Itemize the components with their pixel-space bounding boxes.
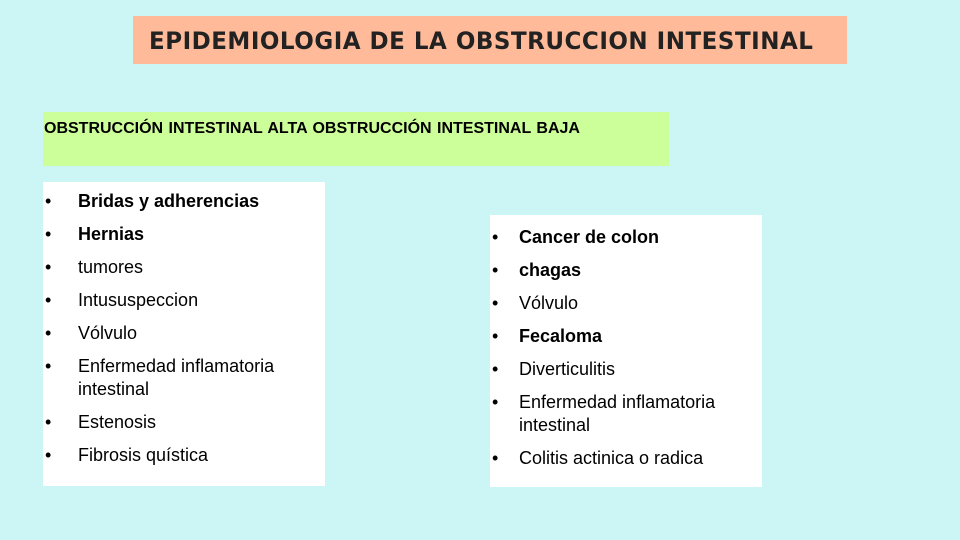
bullet-icon: • [45, 323, 52, 343]
bullet-icon: • [492, 293, 499, 313]
bullet-icon: • [45, 257, 52, 277]
list-item-text: Colitis actinica o radica [519, 448, 704, 468]
list-item-text: Vólvulo [519, 293, 579, 313]
lower-obstruction-list [490, 226, 762, 480]
list-item [43, 444, 325, 467]
list-item-text: Fecaloma [519, 326, 603, 346]
bullet-icon: • [492, 359, 499, 379]
list-item-text: tumores [78, 257, 144, 277]
list-item [490, 447, 762, 470]
bullet-icon: • [45, 412, 52, 432]
bullet-icon: • [492, 448, 499, 468]
list-item [43, 256, 325, 279]
list-item-text: Estenosis [78, 412, 157, 432]
list-item-text: chagas [519, 260, 582, 280]
list-item [490, 358, 762, 381]
list-item [490, 391, 762, 437]
bullet-icon: • [45, 191, 52, 211]
bullet-icon: • [492, 227, 499, 247]
bullet-icon: • [45, 445, 52, 465]
list-item-text: Diverticulitis [519, 359, 616, 379]
title-banner [133, 16, 847, 64]
slide-title: EPIDEMIOLOGIA DE LA OBSTRUCCION INTESTINAL [149, 28, 814, 56]
bullet-icon: • [45, 356, 52, 376]
list-item [490, 259, 762, 282]
list-item-text: Intususpeccion [78, 290, 199, 310]
list-item [490, 292, 762, 315]
bullet-icon: • [45, 290, 52, 310]
bullet-icon: • [492, 260, 499, 280]
list-item-text: Cancer de colon [519, 227, 660, 247]
upper-obstruction-list [43, 190, 325, 477]
list-item [43, 223, 325, 246]
list-item [43, 355, 325, 401]
column-header-banner [43, 112, 669, 166]
list-item-text: Vólvulo [78, 323, 138, 343]
list-item-text: Enfermedad inflamatoria intestinal [78, 356, 275, 399]
bullet-icon: • [45, 224, 52, 244]
list-item [43, 411, 325, 434]
list-item-text: Fibrosis quística [78, 445, 209, 465]
list-item [490, 325, 762, 348]
list-item-text: Hernias [78, 224, 145, 244]
column-header-text: OBSTRUCCIÓN INTESTINAL ALTA OBSTRUCCIÓN INTESTINAL BAJA [44, 120, 580, 137]
list-item [490, 226, 762, 249]
left-list-box [43, 182, 325, 486]
bullet-icon: • [492, 326, 499, 346]
bullet-icon: • [492, 392, 499, 412]
list-item-text: Enfermedad inflamatoria intestinal [519, 392, 716, 435]
list-item [43, 190, 325, 213]
right-list-box [490, 215, 762, 487]
list-item-text: Bridas y adherencias [78, 191, 260, 211]
list-item [43, 289, 325, 312]
list-item [43, 322, 325, 345]
